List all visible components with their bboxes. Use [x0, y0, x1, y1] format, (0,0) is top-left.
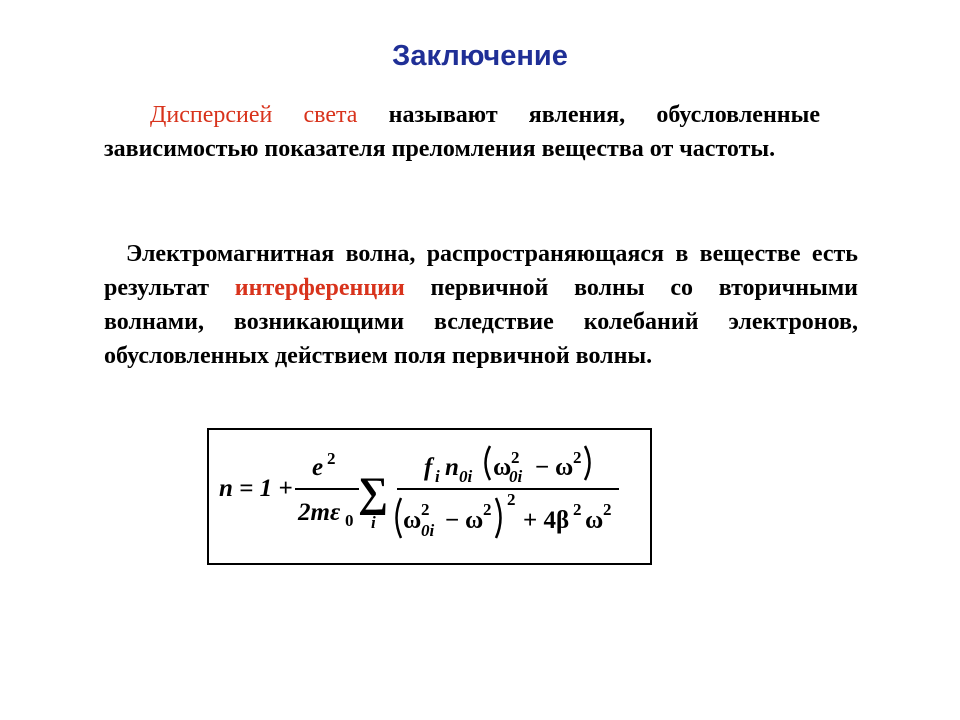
- num-omega-sup: 2: [573, 448, 582, 467]
- den-omega0-sup: 2: [421, 500, 430, 519]
- interference-term: интерференции: [234, 275, 405, 301]
- den-right-paren: [496, 498, 501, 538]
- sum-sign: ∑: [358, 470, 388, 516]
- wave-text-after: первичной волны со вторичными волнами, возникающими вследствие колебаний электронов, обусловленных действием поля первичной волны.: [104, 275, 858, 369]
- num-f-sub: i: [435, 467, 440, 486]
- frac1-denominator-sub: 0: [345, 511, 354, 530]
- num-f: f: [424, 454, 433, 481]
- dispersion-formula-box: [207, 428, 652, 565]
- den-plus-term: + 4β: [523, 507, 570, 534]
- dispersion-term: Дисперсией света: [150, 102, 358, 128]
- dispersion-definition-text: называют явления, обусловленные зависимостью показателя преломления вещества от частоты.: [104, 102, 820, 162]
- wave-text-before: Электромагнитная волна, распространяющаяся в веществе есть результат: [104, 241, 858, 301]
- num-omega0: ω: [493, 454, 512, 481]
- num-omega0-sub: 0i: [509, 467, 523, 486]
- frac1-numerator: e: [312, 454, 324, 481]
- den-omega-last: ω: [585, 507, 604, 534]
- dispersion-definition: [104, 98, 820, 166]
- den-minus: −: [445, 507, 460, 534]
- den-omega-sup: 2: [483, 500, 492, 519]
- num-n-sub: 0i: [459, 467, 473, 486]
- den-omega-last-sup: 2: [603, 500, 612, 519]
- num-left-paren: [486, 446, 491, 480]
- page-title: Заключение: [392, 40, 568, 72]
- num-omega0-sup: 2: [511, 448, 520, 467]
- den-beta-sup: 2: [573, 500, 582, 519]
- num-n: n: [445, 454, 459, 481]
- den-left-paren: [397, 498, 402, 538]
- sum-index: i: [371, 513, 376, 532]
- wave-interference-paragraph: [104, 237, 858, 373]
- num-right-paren: [585, 446, 590, 480]
- num-omega: ω: [555, 454, 574, 481]
- den-omega0: ω: [403, 507, 422, 534]
- dispersion-formula: [209, 430, 654, 567]
- den-omega: ω: [465, 507, 484, 534]
- den-paren-sup: 2: [507, 490, 516, 509]
- formula-lhs: n = 1 +: [219, 475, 293, 502]
- den-omega0-sub: 0i: [421, 521, 435, 540]
- frac1-numerator-sup: 2: [327, 449, 336, 468]
- num-minus: −: [535, 454, 550, 481]
- frac1-denominator: 2mε: [298, 499, 341, 526]
